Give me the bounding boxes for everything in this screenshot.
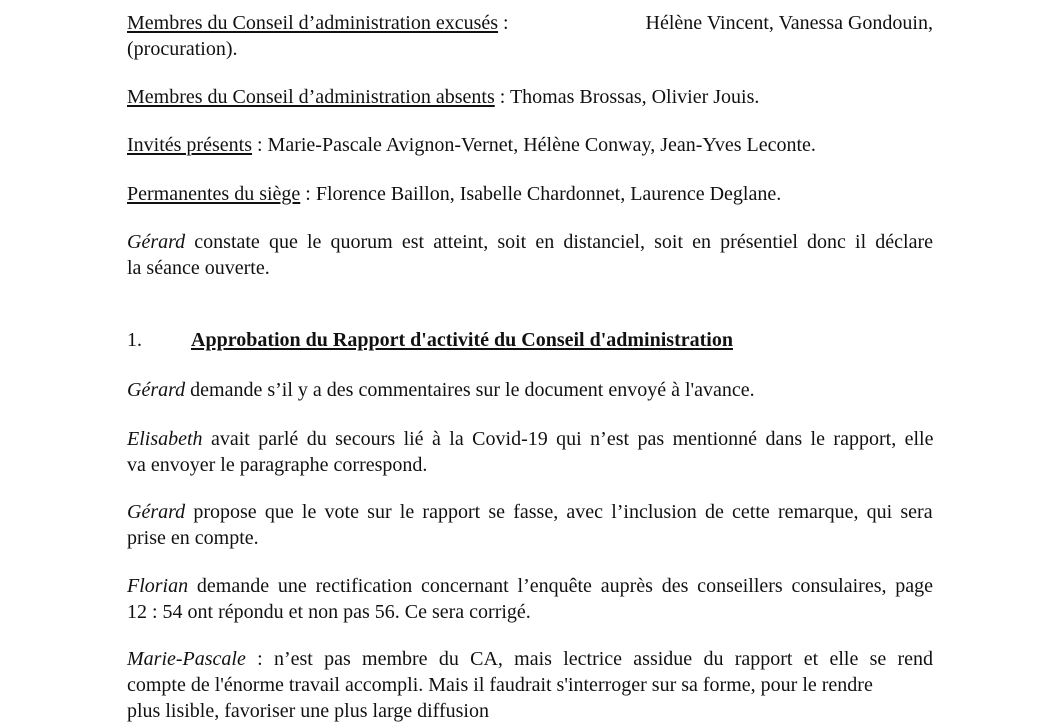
elisabeth-paragraph: Elisabeth avait parlé du secours lié à la Covid-19 qui n’est pas mentionné dans le rapport, elle va envoyer le paragraphe correspond. (127, 428, 934, 476)
absents-names: Thomas Brossas, Olivier Jouis. (509, 86, 760, 108)
document-page (127, 0, 933, 720)
quorum-paragraph: Gérard constate que le quorum est atteint, soit en distanciel, soit en présentiel donc il déclare la séance ouverte. (127, 231, 934, 279)
speaker-name: Florian (127, 575, 189, 597)
permanentes-names: Florence Baillon, Isabelle Chardonnet, Laurence Deglane. (315, 183, 782, 205)
florian-paragraph: Florian demande une rectification concernant l’enquête auprès des conseillers consulaires, page 12 : 54 ont répondu et non pas 56. Ce sera corrigé. (127, 575, 934, 623)
excuses-names: Hélène Vincent, Vanessa Gondouin, (645, 12, 933, 34)
absents-paragraph: Membres du Conseil d’administration absents : Thomas Brossas, Olivier Jouis. (127, 86, 760, 108)
speaker-name: Gérard (127, 501, 186, 523)
section-title: Approbation du Rapport d'activité du Conseil d'administration (191, 329, 733, 351)
speaker-name: Marie-Pascale (127, 648, 246, 670)
section-number: 1. (127, 329, 142, 351)
section-heading (127, 327, 733, 353)
excuses-label: Membres du Conseil d’administration excusés (127, 12, 499, 34)
gerard-comment-paragraph: Gérard demande s’il y a des commentaires sur le document envoyé à l'avance. (127, 379, 755, 401)
excuses-line2: (procuration). (127, 38, 238, 60)
permanentes-paragraph: Permanentes du siège : Florence Baillon, Isabelle Chardonnet, Laurence Deglane. (127, 183, 782, 205)
permanentes-label: Permanentes du siège (127, 183, 301, 205)
excuses-paragraph: Membres du Conseil d’administration excusés : Hélène Vincent, Vanessa Gondouin, (procuration). (127, 12, 933, 60)
gerard-vote-paragraph: Gérard propose que le vote sur le rapport se fasse, avec l’inclusion de cette remarque, qui sera prise en compte. (127, 501, 933, 549)
speaker-name: Elisabeth (127, 428, 203, 450)
absents-label: Membres du Conseil d’administration absents (127, 86, 495, 108)
invites-names: Marie-Pascale Avignon-Vernet, Hélène Conway, Jean-Yves Leconte. (267, 134, 816, 156)
marie-pascale-paragraph: Marie-Pascale : n’est pas membre du CA, mais lectrice assidue du rapport et elle se rend compte de l'énorme travail accompli. Mais il faudrait s'interroger sur sa forme, pour le rendre plus lisible, favoriser une plus large diffusion (127, 648, 934, 722)
speaker-name: Gérard (127, 379, 186, 401)
quorum-speaker: Gérard (127, 231, 186, 253)
invites-label: Invités présents (127, 134, 252, 156)
invites-paragraph: Invités présents : Marie-Pascale Avignon-Vernet, Hélène Conway, Jean-Yves Leconte. (127, 134, 816, 156)
